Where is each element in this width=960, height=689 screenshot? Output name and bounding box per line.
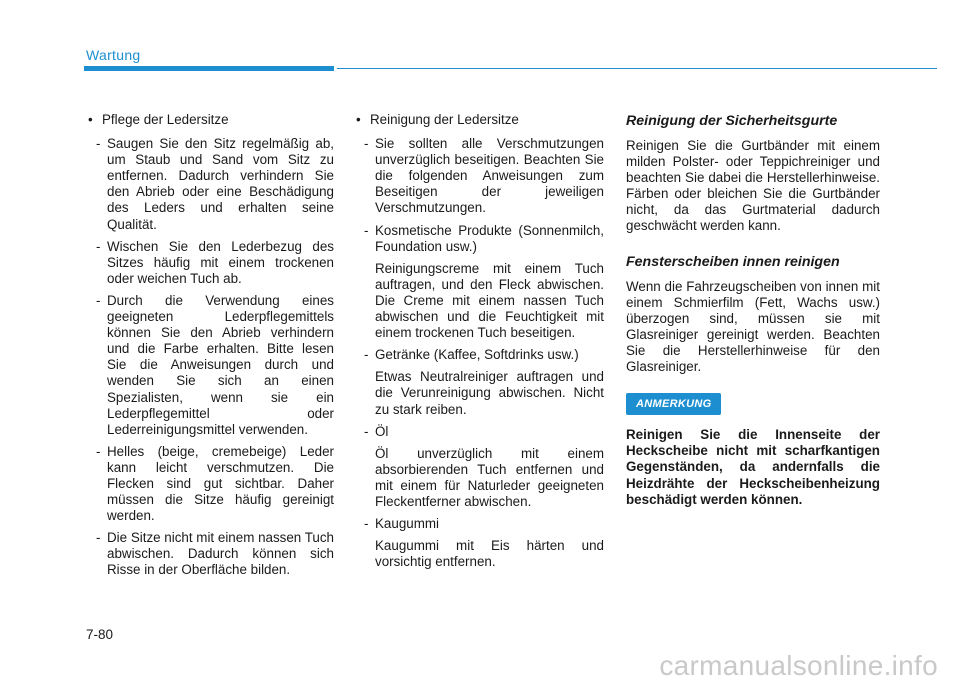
list-item: - Öl Öl unverzüglich mit einem absorbierenden Tuch entfernen und mit einem für Naturleder geeigneten Fleckentferner abwischen. [364, 423, 604, 509]
page-number: 7-80 [86, 627, 114, 642]
heading-seatbelt-cleaning: Reinigung der Sicherheitsgurte [626, 113, 838, 129]
list-item: - Getränke (Kaffee, Softdrinks usw.) Etwas Neutralreiniger auftragen und die Verunreinigung abwischen. Nicht zu stark reiben. [364, 347, 604, 417]
paragraph-seatbelt-cleaning: Reinigen Sie die Gurtbänder mit einem milden Polster- oder Teppichreiniger und beachten Sie dabei die Herstellerhinweise. Färben oder bleichen Sie die Gurtbänder nicht, da das Gurtmaterial dadurch geschwächt werden kann. [626, 138, 880, 234]
list-item-detail: Kaugummi mit Eis härten und vorsichtig entfernen. [375, 538, 604, 570]
leather-cleaning-list [356, 136, 604, 570]
list-item-detail: Etwas Neutralreiniger auftragen und die Verunreinigung abwischen. Nicht zu stark reiben. [375, 369, 604, 417]
note-badge: ANMERKUNG [626, 393, 721, 415]
list-item: - Die Sitze nicht mit einem nassen Tuch abwischen. Dadurch können sich Risse in der Oberfläche bilden. [96, 530, 334, 578]
list-item: - Durch die Verwendung eines geeigneten Lederpflegemittels können Sie den Abrieb verhindern und die Farbe erhalten. Bitte lesen Sie die Anweisungen durch und wenden Sie sich an einen Spezialisten, wenn sie ein Lederpflegemittel oder Lederreinigungsmittel verwenden. [96, 292, 334, 437]
bullet-leather-care: • Pflege der Ledersitze [88, 112, 334, 128]
list-item: - Wischen Sie den Lederbezug des Sitzes häufig mit einem trockenen oder weichen Tuch ab. [96, 238, 334, 286]
paragraph-window-cleaning: Wenn die Fahrzeugscheiben von innen mit einem Schmierfilm (Fett, Wachs usw.) überzogen sind, müssen sie mit Glasreiniger gereinigt werden. Beachten Sie die Herstellerhinweise für den Glasreiniger. [626, 278, 880, 375]
list-item-detail: Reinigungscreme mit einem Tuch auftragen, und den Fleck abwischen. Die Creme mit einem nassen Tuch abwischen und die Feuchtigkeit mit einem trockenen Tuch beseitigen. [375, 260, 604, 341]
list-item: - Sie sollten alle Verschmutzungen unverzüglich beseitigen. Beachten Sie die folgenden Anweisungen zum Beseitigen der jeweiligen Verschmutzungen. [364, 136, 604, 216]
column-leather-care [88, 112, 334, 585]
column-belts-windows [626, 112, 880, 526]
bullet-leather-cleaning: • Reinigung der Ledersitze [356, 112, 604, 128]
column-leather-cleaning [356, 112, 604, 576]
header-rule-thick [84, 66, 334, 71]
list-item: - Saugen Sie den Sitz regelmäßig ab, um Staub und Sand vom Sitz zu entfernen. Dadurch verhindern Sie den Abrieb oder eine Beschädigung des Leders und erhalten seine Qualität. [96, 136, 334, 232]
header-rule-thin [337, 68, 937, 69]
leather-care-list [88, 136, 334, 578]
section-title: Wartung [86, 47, 141, 63]
list-item: - Helles (beige, cremebeige) Leder kann leicht verschmutzen. Die Flecken sind gut sichtbar. Daher müssen die Sitze häufig gereinigt werden. [96, 443, 334, 524]
list-item-detail: Öl unverzüglich mit einem absorbierenden Tuch entfernen und mit einem für Naturleder geeigneten Fleckentferner abwischen. [375, 445, 604, 509]
list-item: - Kosmetische Produkte (Sonnenmilch, Foundation usw.) Reinigungscreme mit einem Tuch auftragen, und den Fleck abwischen. Die Creme mit einem nassen Tuch abwischen und die Feuchtigkeit mit einem trockenen Tuch beseitigen. [364, 222, 604, 341]
list-item: - Kaugummi Kaugummi mit Eis härten und vorsichtig entfernen. [364, 516, 604, 570]
watermark: carmanualsonline.info [659, 650, 938, 681]
heading-window-cleaning: Fensterscheiben innen reinigen [626, 253, 840, 270]
note-text: Reinigen Sie die Innenseite der Heckscheibe nicht mit scharfkantigen Gegenständen, da andernfalls die Heizdrähte der Heckscheibenheizung beschädigt werden können. [626, 427, 880, 507]
